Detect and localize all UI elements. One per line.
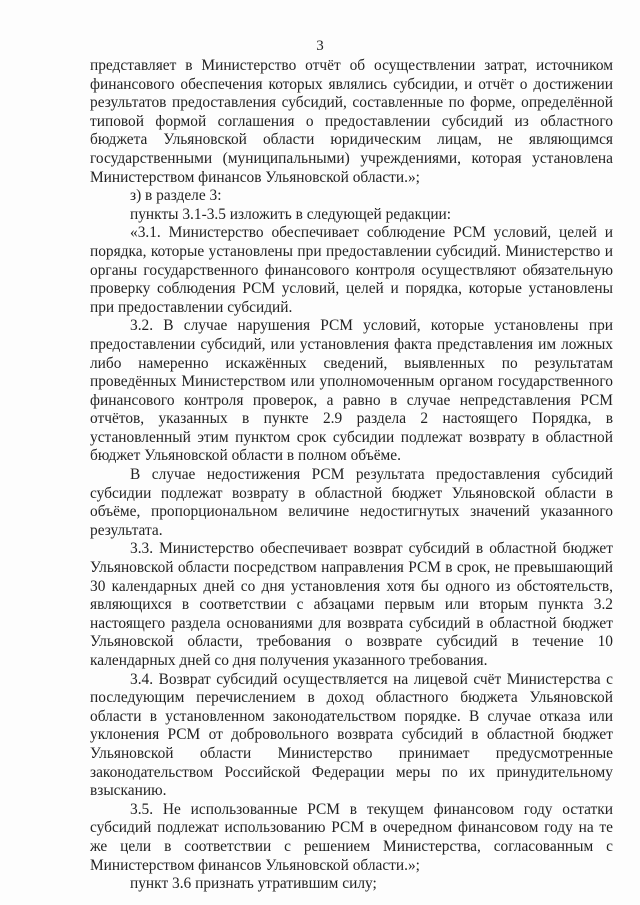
paragraph-3-5: 3.5. Не использованные РСМ в текущем финансовом году остатки субсидий подлежат использованию РСМ в очередном финансовом году на те же цели в соответствии с решением Министерства, согласованным с Министерством финансов Ульяновской области.»; bbox=[90, 800, 613, 874]
paragraph-3-2-second: В случае недостижения РСМ результата предоставления субсидий субсидии подлежат возврату в областной бюджет Ульяновской области в объёме, пропорциональном величине недостигнутых значений указанного результата. bbox=[90, 466, 613, 539]
paragraph-points-intro: пункты 3.1-3.5 изложить в следующей редакции: bbox=[130, 205, 452, 223]
paragraph-3-3: 3.3. Министерство обеспечивает возврат субсидий в областной бюджет Ульяновской области посредством направления РСМ в срок, не превышающий 30 календарных дней со дня установления хотя бы одного из обстоятельств, являющихся в соответствии с абзацами первым или вторым пункта 3.2 настоящего раздела основаниями для возврата субсидий в областной бюджет Ульяновской области, требования о возврате субсидий в течение 10 календарных дней со дня получения указанного требования. bbox=[90, 540, 613, 669]
paragraph-section-3-heading: з) в разделе 3: bbox=[130, 187, 222, 205]
page-number: 3 bbox=[316, 38, 324, 54]
document-body bbox=[90, 57, 613, 894]
paragraph-3-6-repeal: пункт 3.6 признать утратившим силу; bbox=[130, 875, 377, 893]
paragraph-3-1: «3.1. Министерство обеспечивает соблюдение РСМ условий, целей и порядка, которые установлены при предоставлении субсидий. Министерство и органы государственного финансового контроля осуществляют обязательную проверку соблюдения РСМ условий, целей и порядка, которые установлены при предоставлении субсидий. bbox=[90, 224, 613, 316]
paragraph-report-continuation: представляет в Министерство отчёт об осуществлении затрат, источником финансового обеспечения которых являлись субсидии, и отчёт о достижении результатов предоставления субсидий, составленные по форме, определённой типовой формой соглашения о предоставлении субсидий из областного бюджета Ульяновской области юридическим лицам, не являющимся государственными (муниципальными) учреждениями, которая установлена Министерством финансов Ульяновской области.»; bbox=[90, 57, 613, 186]
paragraph-3-4: 3.4. Возврат субсидий осуществляется на лицевой счёт Министерства с последующим перечислением в доход областного бюджета Ульяновской области в установленном законодательством порядке. В случае отказа или уклонения РСМ от добровольного возврата субсидий в областной бюджет Ульяновской области Министерство принимает предусмотренные законодательством Российской Федерации меры по их принудительному взысканию. bbox=[90, 670, 613, 800]
paragraph-3-2: 3.2. В случае нарушения РСМ условий, которые установлены при предоставлении субсидий, или установления факта представления им ложных либо намеренно искажённых сведений, выявленных по результатам проведённых Министерством или уполномоченным органом государственного финансового контроля проверок, а равно в случае непредставления РСМ отчётов, указанных в пункте 2.9 раздела 2 настоящего Порядка, в установленный этим пунктом срок субсидии подлежат возврату в областной бюджет Ульяновской области в полном объёме. bbox=[90, 317, 613, 465]
